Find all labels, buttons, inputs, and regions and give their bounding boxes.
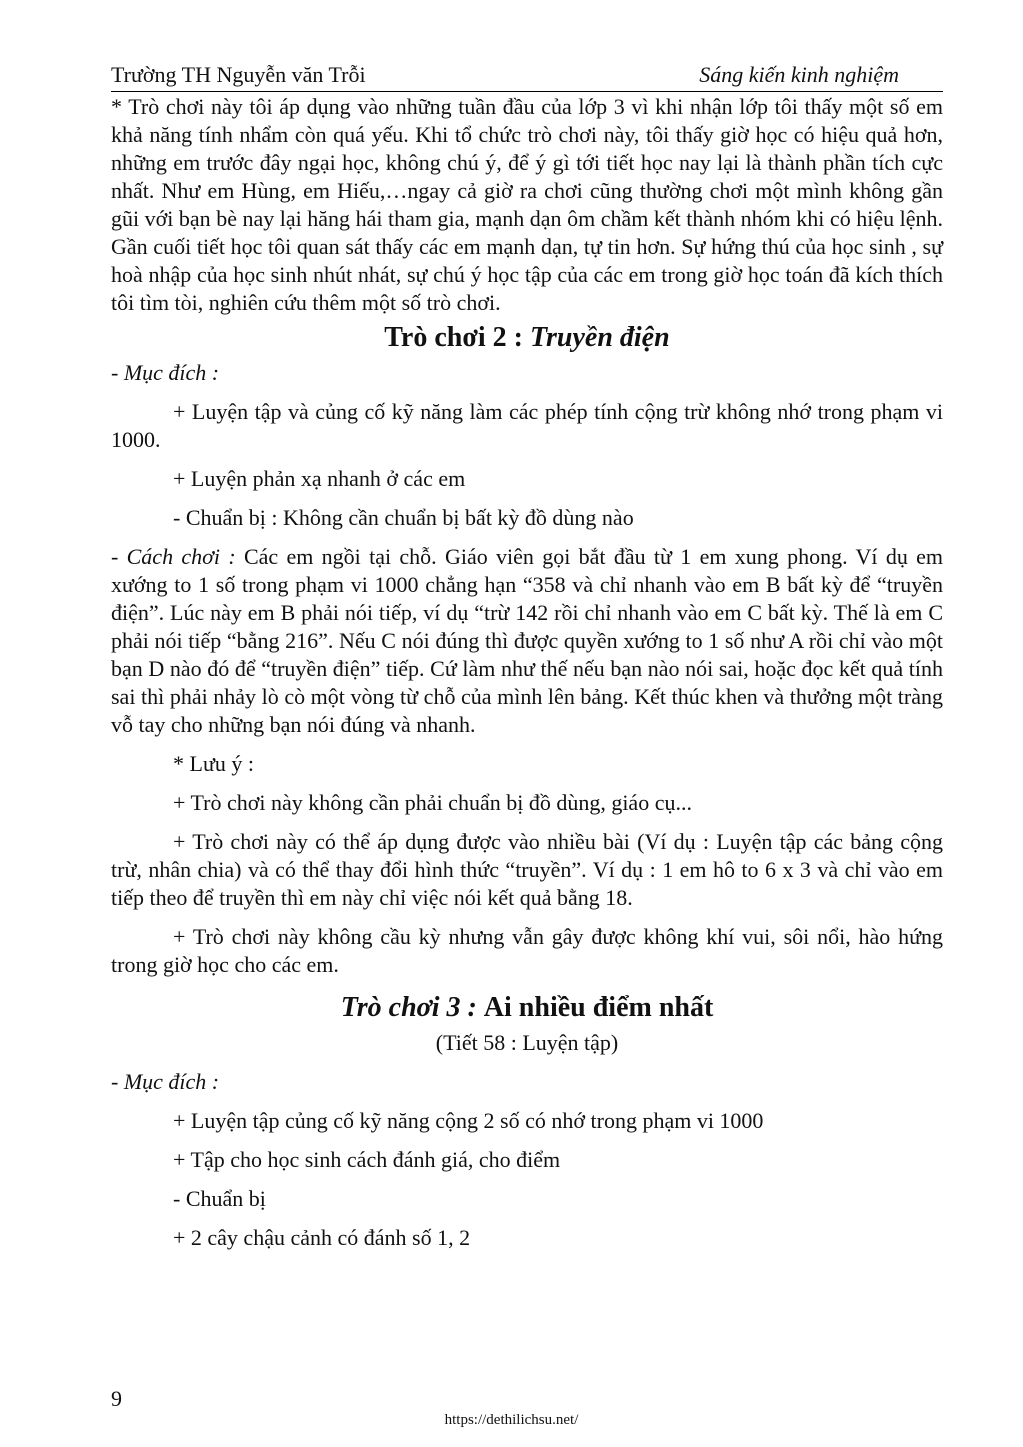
game3-title-name: Ai nhiều điểm nhất <box>483 992 714 1023</box>
game2-howto-label: - Cách chơi : <box>111 544 236 569</box>
game3-purpose-2: + Tập cho học sinh cách đánh giá, cho điểm <box>173 1147 561 1172</box>
game2-note-1: + Trò chơi này không cần phải chuẩn bị đồ dùng, giáo cụ... <box>173 790 692 815</box>
game2-purpose-2: + Luyện phản xạ nhanh ở các em <box>173 466 466 491</box>
header-school: Trường TH Nguyễn văn Trỗi <box>111 62 366 87</box>
game2-prepare: - Chuẩn bị : Không cần chuẩn bị bất kỳ đồ dùng nào <box>173 505 634 530</box>
game3-title <box>111 991 943 1025</box>
game2-note-label: * Lưu ý : <box>173 751 254 776</box>
game3-purpose-label: - Mục đích : <box>111 1069 220 1094</box>
page-number: 9 <box>111 1386 122 1411</box>
document-page <box>111 60 943 1252</box>
game2-title-name: Truyền điện <box>529 322 670 353</box>
game2-title <box>111 321 943 355</box>
game3-prepare-1: + 2 cây chậu cảnh có đánh số 1, 2 <box>173 1225 471 1250</box>
game3-title-prefix: Trò chơi 3 : <box>340 992 484 1023</box>
header-doc-type: Sáng kiến kinh nghiệm <box>699 62 899 87</box>
game2-howto-text: Các em ngồi tại chỗ. Giáo viên gọi bắt đầu từ 1 em xung phong. Ví dụ em xướng to 1 số trong phạm vi 1000 chẳng hạn “358 và chỉ nhanh vào em B bất kỳ để “truyền điện”. Lúc này em B phải nói tiếp, ví dụ “trừ 142 rồi chỉ nhanh vào em C bất kỳ. Thế là em C phải nói tiếp “bằng 216”. Nếu C nói đúng thì được quyền xướng to 1 số như A rồi chỉ vào một bạn D nào đó để “truyền điện” tiếp. Cứ làm như thế nếu bạn nào nói sai, hoặc đọc kết quả tính sai thì phải nhảy lò cò một vòng từ chỗ của mình lên bảng. Kết thúc khen và thưởng một tràng vỗ tay cho những bạn nói đúng và nhanh. <box>111 544 944 737</box>
game2-note-2: + Trò chơi này có thể áp dụng được vào nhiều bài (Ví dụ : Luyện tập các bảng cộng trừ, nhân chia) và có thể thay đổi hình thức “truyền”. Ví dụ : 1 em hô to 6 x 3 và chỉ vào em tiếp theo để truyền thì em này chỉ việc nói kết quả bằng 18. <box>111 829 943 910</box>
game2-title-prefix: Trò chơi 2 : <box>384 322 530 353</box>
game3-prepare-label: - Chuẩn bị <box>173 1186 266 1211</box>
game3-purpose-1: + Luyện tập củng cố kỹ năng cộng 2 số có nhớ trong phạm vi 1000 <box>173 1108 764 1133</box>
intro-paragraph: * Trò chơi này tôi áp dụng vào những tuần đầu của lớp 3 vì khi nhận lớp tôi thấy một số em khả năng tính nhẩm còn quá yếu. Khi tổ chức trò chơi này, tôi thấy giờ học có hiệu quả hơn, những em trước đây ngại học, không chú ý, để ý gì tới tiết học nay lại là thành phần tích cực nhất. Như em Hùng, em Hiếu,…ngay cả giờ ra chơi cũng thường chơi một mình không gần gũi với bạn bè nay lại hăng hái tham gia, mạnh dạn ôm chầm kết thành nhóm khi có hiệu lệnh. Gần cuối tiết học tôi quan sát thấy các em mạnh dạn, tự tin hơn. Sự hứng thú của học sinh , sự hoà nhập của học sinh nhút nhát, sự chú ý học tập của các em trong giờ học toán đã kích thích tôi tìm tòi, nghiên cứu thêm một số trò chơi. <box>111 94 943 315</box>
game2-purpose-label: - Mục đích : <box>111 360 220 385</box>
game2-note-3: + Trò chơi này không cầu kỳ nhưng vẫn gây được không khí vui, sôi nổi, hào hứng trong giờ học cho các em. <box>111 924 943 977</box>
footer-url[interactable]: https://dethilichsu.net/ <box>444 1412 579 1428</box>
game2-purpose-1: + Luyện tập và củng cố kỹ năng làm các phép tính cộng trừ không nhớ trong phạm vi 1000. <box>111 399 943 452</box>
game3-lesson: (Tiết 58 : Luyện tập) <box>435 1030 619 1055</box>
game2-howto <box>111 543 943 739</box>
page-header <box>111 60 943 92</box>
